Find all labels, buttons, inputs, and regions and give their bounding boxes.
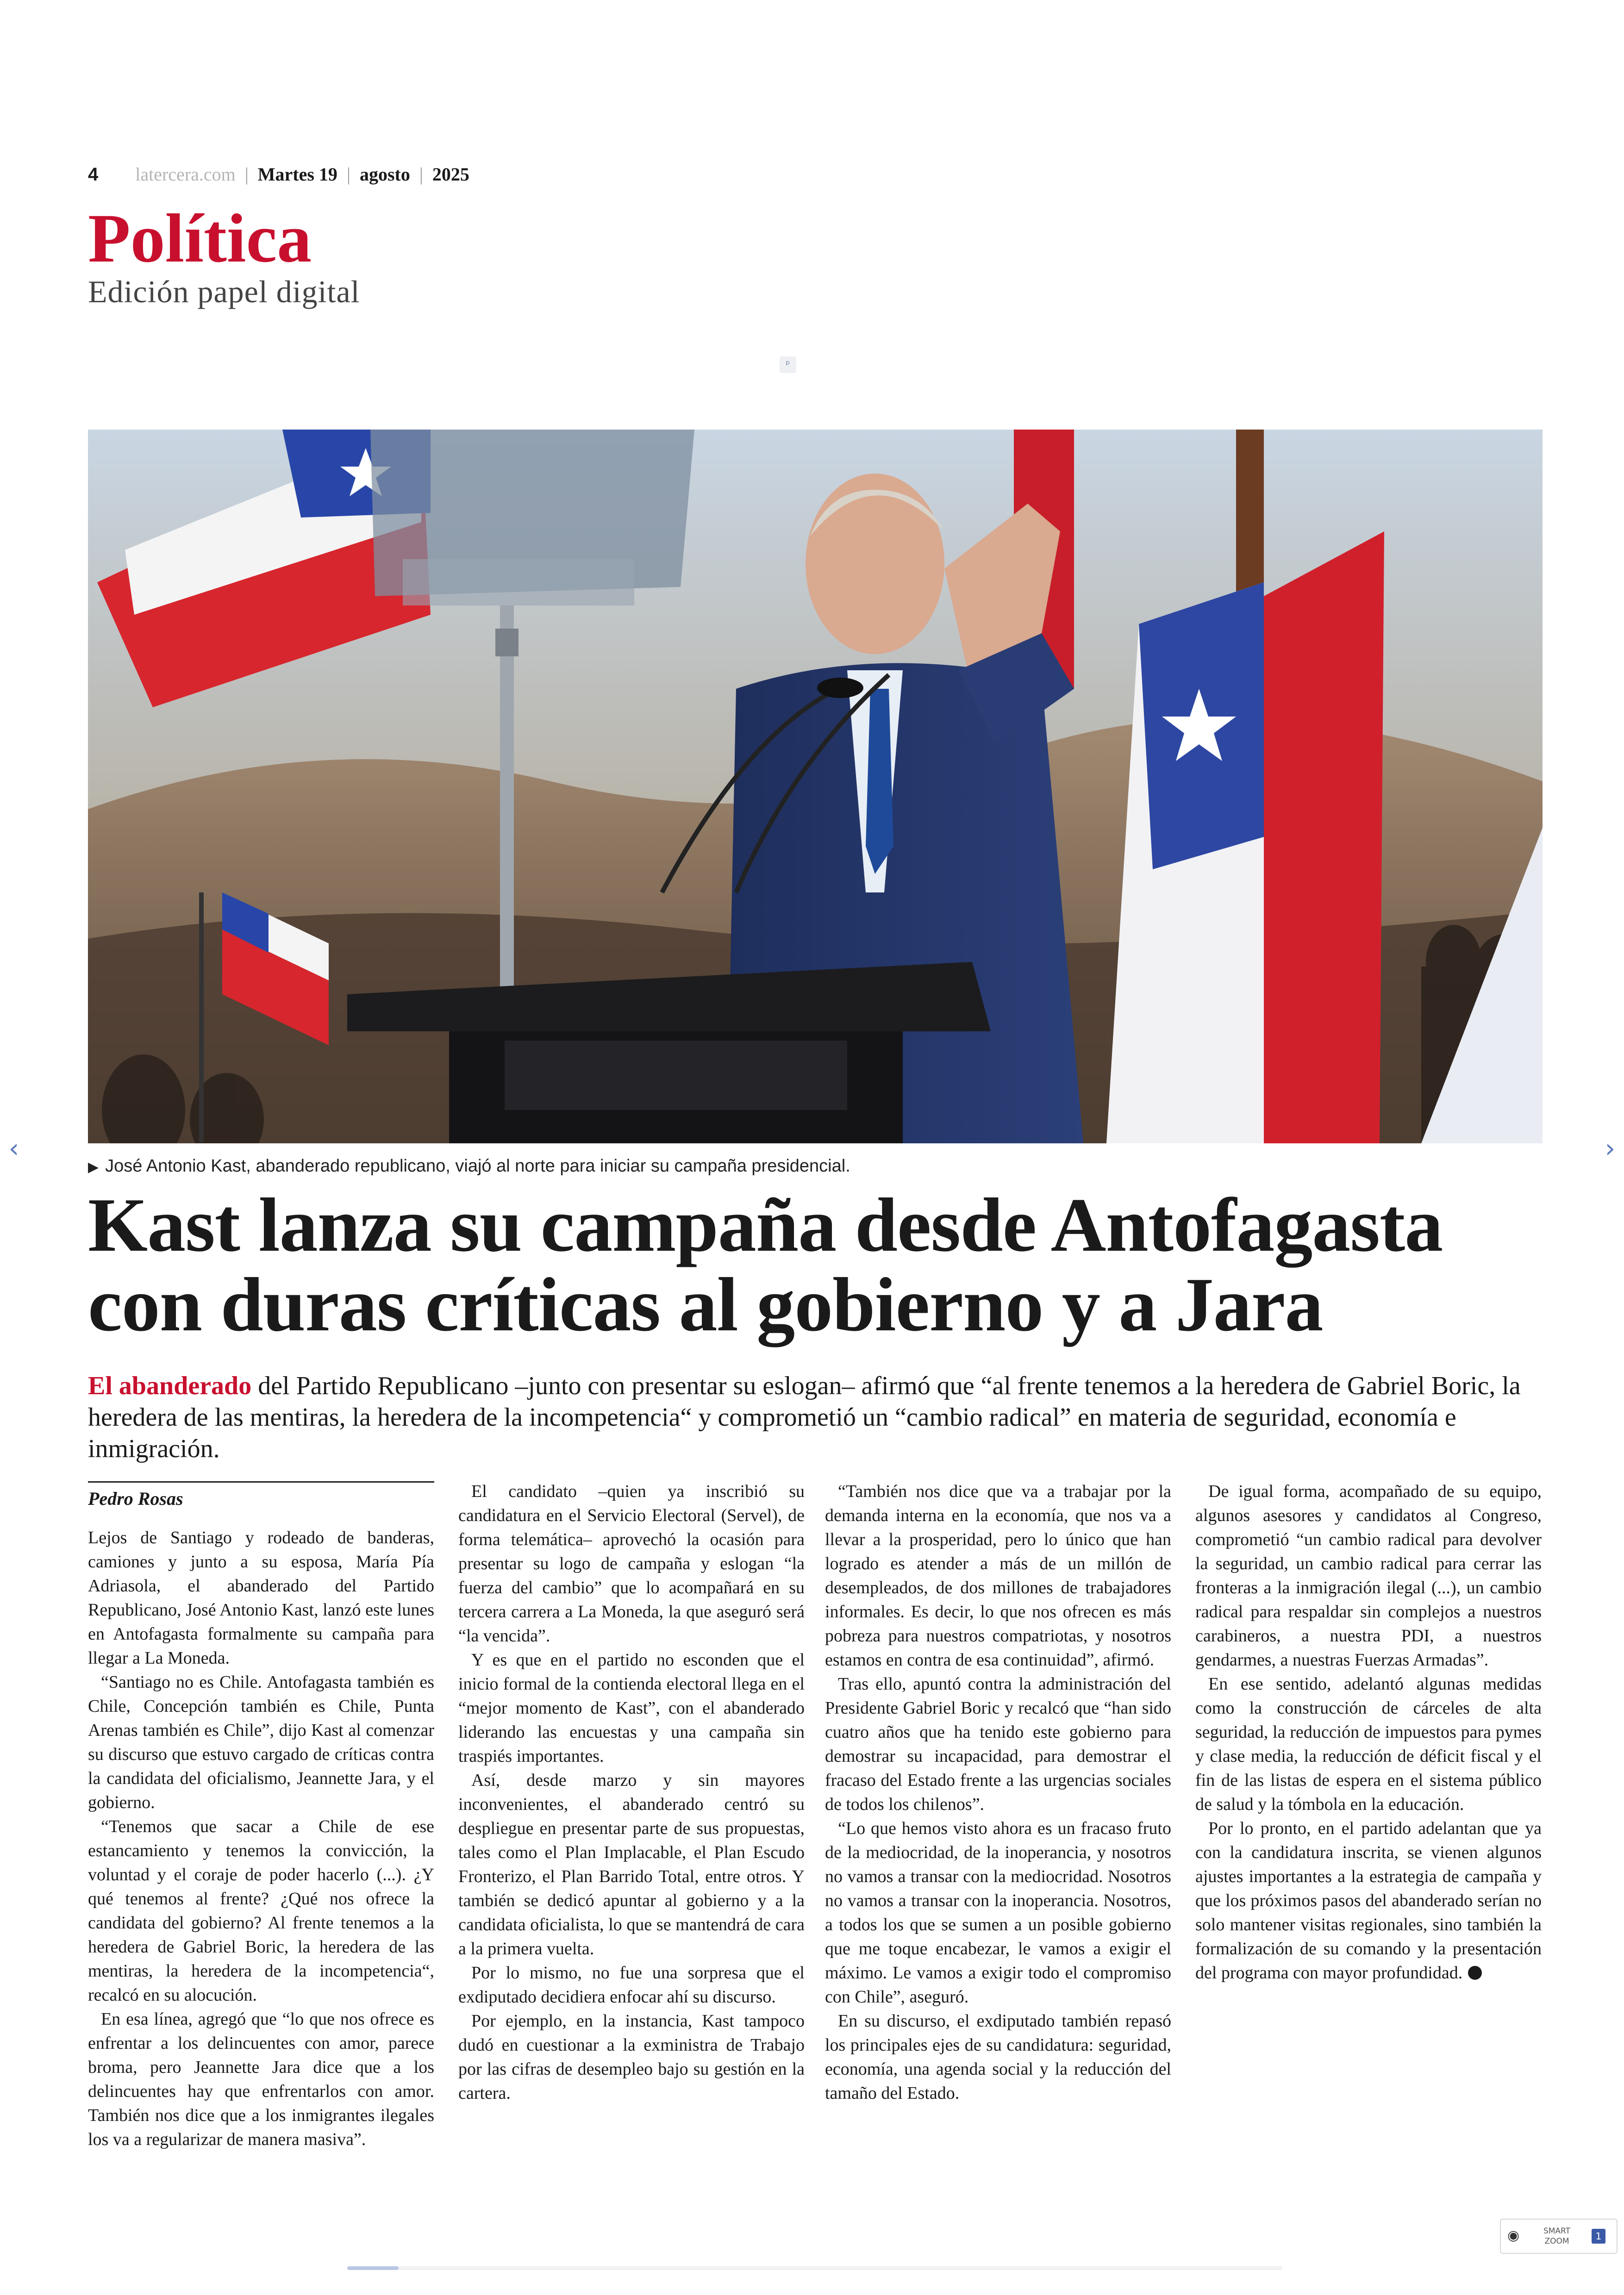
article-paragraph: En esa línea, agregó que “lo que nos ofrece es enfrentar a los delincuentes con amor, parece broma, pero Jeannette Jara dice que a los delincuentes hay que enfrentarlos con amor. También nos dice que a los inmigrantes ilegales los va a regularizar de manera masiva”. <box>88 2009 434 2149</box>
article-paragraph: Así, desde marzo y sin mayores inconvenientes, el abanderado centró su despliegue en presentar parte de sus propuestas, tales como el Plan Implacable, el Plan Escudo Fronterizo, el Plan Barrido Total, entre otros. Y también se dedicó apuntar al gobierno y a la candidata oficialista, lo que se mantendrá de cara a la primera vuelta. <box>458 1771 805 1958</box>
byline-author: Pedro Rosas <box>88 1488 183 1509</box>
headline-line-1: Kast lanza su campaña desde Antofagasta <box>88 1182 1443 1267</box>
article-column-3 <box>825 1479 1171 2105</box>
article-column-4 <box>1195 1479 1542 1985</box>
article-paragraph: “Lo que hemos visto ahora es un fracaso fruto de la mediocridad, de la inoperancia, y nosotros no vamos a transar con la mediocridad. Nosotros no vamos a transar con la inoperancia. Nosotros, a todos los que se sumen a un posible gobierno que me toque encabezar, le vamos a exigir el máximo. Le vamos a exigir todo el compromiso con Chile”, aseguró. <box>825 1819 1171 2007</box>
smart-zoom-label <box>1541 2226 1573 2246</box>
byline-rule <box>88 1481 434 1483</box>
date-month: agosto <box>359 164 410 185</box>
smart-zoom-label-line-1: SMART <box>1543 2226 1571 2236</box>
divider: | <box>419 164 423 185</box>
masthead-line <box>88 163 469 186</box>
divider: | <box>346 164 350 185</box>
eye-icon: ◉ <box>1507 2227 1520 2244</box>
article-paragraph: Lejos de Santiago y rodeado de banderas, camiones y junto a su esposa, María Pía Adriasola, el abanderado del Partido Republicano, José Antonio Kast, lanzó este lunes en Antofagasta formalmente su campaña para llegar a La Moneda. <box>88 1528 434 1668</box>
article-column-2 <box>458 1479 805 2105</box>
smart-zoom-label-line-2: ZOOM <box>1544 2237 1569 2246</box>
page-progress-fill <box>347 2266 399 2270</box>
article-paragraph: Por lo mismo, no fue una sorpresa que el exdiputado decidiera enfocar ahí su discurso. <box>458 1963 805 2007</box>
article-paragraph-last <box>1195 1816 1542 1985</box>
article-paragraph: “Tenemos que sacar a Chile de ese estancamiento y tenemos la convicción, la voluntad y el coraje de poder hacerlo (...). ¿Y qué tenemos al frente? ¿Qué nos ofrece la candidata del gobierno? Al frente tenemos a la heredera de Gabriel Boric, la heredera de las mentiras, la heredera de la incompetencia“, recalcó en su alocución. <box>88 1817 434 2005</box>
article-paragraph: En ese sentido, adelantó algunas medidas como la construcción de cárceles de alta seguridad, la reducción de impuestos para pymes y clase media, la reducción de déficit fiscal y el fin de las listas de espera en el sistema público de salud y la tómbola en la educación. <box>1195 1674 1542 1814</box>
article-headline <box>88 1182 1551 1347</box>
previous-page-button[interactable]: ‹ <box>8 1134 19 1164</box>
lead-text: del Partido Republicano –junto con presentar su eslogan– afirmó que “al frente tenemos a la heredera de Gabriel Boric, la heredera de las mentiras, la heredera de la incompetencia“ y comprometió un “cambio radical” en materia de seguridad, economía e inmigración. <box>88 1372 1521 1463</box>
site-name: latercera.com <box>135 164 236 185</box>
article-paragraph: El candidato –quien ya inscribió su candidatura en el Servicio Electoral (Servel), de forma telemática– aprovechó la ocasión para presentar su logo de campaña y eslogan “la fuerza del cambio” que lo acompañará en su tercera carrera a La Moneda, la que aseguró será “la vencida”. <box>458 1482 805 1646</box>
page-progress-track[interactable] <box>347 2266 1282 2270</box>
smart-zoom-button[interactable] <box>1500 2219 1618 2254</box>
article-paragraph: Y es que en el partido no esconden que el inicio formal de la contienda electoral llega en el “mejor momento de Kast”, con el abanderado liderando las encuestas y una campaña sin traspiés importantes. <box>458 1650 805 1766</box>
article-lead <box>88 1370 1542 1465</box>
caption-triangle-icon: ▶ <box>88 1160 99 1175</box>
article-paragraph: Tras ello, apuntó contra la administración del Presidente Gabriel Boric y recalcó que “han sido cuatro años que ha tenido este gobierno para demostrar su incapacidad, para demostrar el fracaso del Estado frente a las urgencias sociales de todos los chilenos”. <box>825 1674 1171 1814</box>
page-number: 4 <box>88 164 99 185</box>
article-paragraph: “También nos dice que va a trabajar por la demanda interna en la economía, que nos va a llevar a la prosperidad, pero lo único que han logrado es atender a más de un millón de desempleados, de dos millones de trabajadores informales. Es decir, lo que nos ofrecen es más pobreza para nuestros compatriotas, y nosotros estamos en contra de esa continuidad”, afirmó. <box>825 1482 1171 1670</box>
section-title: Política <box>88 200 312 277</box>
article-paragraph-text: Por lo pronto, en el partido adelantan que ya con la candidatura inscrita, se vienen algunos ajustes importantes a la estrategia de campaña y que los próximos pasos del abanderado serían no solo mantener visitas regionales, sino también la formalización de su comando y la presentación del programa con mayor profundidad. <box>1195 1819 1542 1983</box>
headline-line-2: con duras críticas al gobierno y a Jara <box>88 1262 1323 1347</box>
date-year: 2025 <box>432 164 469 185</box>
end-of-article-icon <box>1468 1966 1482 1980</box>
section-subtitle: Edición papel digital <box>88 274 360 309</box>
article-photo <box>88 430 1543 1143</box>
photo-caption <box>88 1154 850 1179</box>
next-page-button[interactable]: › <box>1605 1134 1616 1164</box>
article-paragraph: Por ejemplo, en la instancia, Kast tampoco dudó en cuestionar a la exministra de Trabajo por las cifras de desempleo bajo su gestión en la cartera. <box>458 2011 805 2103</box>
article-paragraph: En su discurso, el exdiputado también repasó los principales ejes de su candidatura: seguridad, economía, una agenda social y la reducción del tamaño del Estado. <box>825 2011 1171 2103</box>
divider: | <box>244 164 249 185</box>
article-paragraph: “Santiago no es Chile. Antofagasta también es Chile, Concepción también es Chile, Punta Arenas también es Chile”, dijo Kast al comenzar su discurso que estuvo cargado de críticas contra la candidata del oficialismo, Jeannette Jara, y el gobierno. <box>88 1672 434 1812</box>
article-column-1 <box>88 1526 434 2152</box>
article-paragraph: De igual forma, acompañado de su equipo, algunos asesores y candidatos al Congreso, comprometió “un cambio radical para devolver la seguridad, un cambio radical para cerrar las fronteras a la inmigración ilegal (...), un cambio radical para respaldar sin complejos a nuestros carabineros, a nuestra PDI, a nuestros gendarmes, a nuestras Fuerzas Armadas”. <box>1195 1482 1542 1670</box>
ad-marker-icon[interactable]: ᵖ <box>780 356 796 373</box>
lead-highlight: El abanderado <box>88 1372 252 1400</box>
smart-zoom-count-badge: 1 <box>1592 2229 1605 2244</box>
date-weekday: Martes 19 <box>257 164 337 185</box>
caption-text: José Antonio Kast, abanderado republicano, viajó al norte para iniciar su campaña presidencial. <box>105 1156 850 1176</box>
